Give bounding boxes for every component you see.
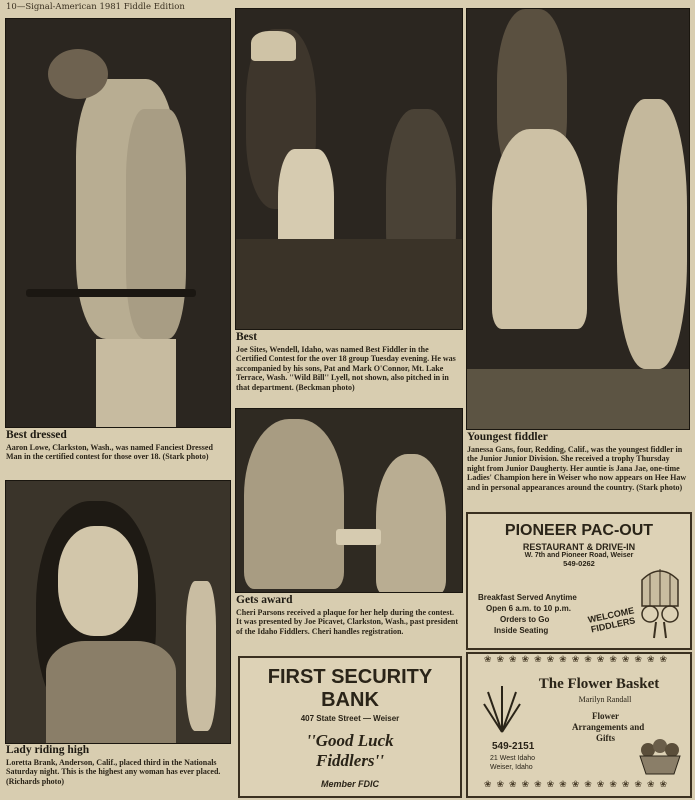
pioneer-welcome: WELCOME FIDDLERS xyxy=(586,605,637,635)
bank-address: 407 State Street — Weiser xyxy=(300,714,400,723)
caption-lady-riding-high xyxy=(6,746,228,786)
caption-gets-award xyxy=(236,596,460,636)
caption-best-dressed xyxy=(6,431,228,462)
photo-best-dressed xyxy=(5,18,231,428)
ad-flower-basket xyxy=(466,652,692,798)
photo-best xyxy=(235,8,463,330)
pioneer-line4: Inside Seating xyxy=(494,626,549,635)
flower-address-line2: Weiser, Idaho xyxy=(490,764,533,771)
caption-headline: Lady riding high xyxy=(6,744,90,756)
ad-first-security-bank xyxy=(238,656,462,798)
caption-headline: Best xyxy=(236,331,258,343)
bank-name-line2: BANK xyxy=(321,689,379,711)
flower-desc-line1: Flower xyxy=(592,711,619,721)
caption-headline: Gets award xyxy=(236,594,293,606)
flower-address-line1: 21 West Idaho xyxy=(490,755,536,762)
wheat-illustration xyxy=(482,680,522,734)
bank-slogan-line2: Fiddlers'' xyxy=(315,751,384,770)
decorative-border-bottom: ❀❀❀❀❀❀❀❀❀❀❀❀❀❀❀ xyxy=(483,780,673,790)
flower-desc-line2: Arrangements and xyxy=(572,722,645,732)
photo-youngest-fiddler xyxy=(466,8,690,430)
photo-lady-riding-high xyxy=(5,480,231,744)
photo-gets-award xyxy=(235,408,463,593)
caption-body: Janessa Gans, four, Redding, Calif., was the youngest fiddler in the Junior Junior Division. She received a trophy Thursday night from Junior Daugherty. Her auntie is Jana Jae, one-time Ladies' Champion here in Weiser who now appears on Hee Haw and in personal appearances around the country. (Stark photo) xyxy=(467,444,687,492)
flower-shop-name: The Flower Basket xyxy=(538,676,660,692)
pioneer-line1: Breakfast Served Anytime xyxy=(478,593,577,602)
caption-body: Aaron Lowe, Clarkston, Wash., was named Fanciest Dressed Man in the certified contest for those over 18. (Stark photo) xyxy=(6,442,213,462)
pioneer-line2: Open 6 a.m. to 10 p.m. xyxy=(486,604,571,613)
pioneer-subtitle: RESTAURANT & DRIVE-IN xyxy=(522,542,636,552)
decorative-border-top: ❀❀❀❀❀❀❀❀❀❀❀❀❀❀❀ xyxy=(483,655,673,665)
pioneer-name: PIONEER PAC-OUT xyxy=(504,522,654,539)
bank-name-line1: FIRST SECURITY xyxy=(267,666,433,688)
page-header: 10—Signal-American 1981 Fiddle Edition xyxy=(6,2,185,12)
caption-headline: Youngest fiddler xyxy=(467,431,548,443)
caption-body: Joe Sites, Wendell, Idaho, was named Best Fiddler in the Certified Contest for the over 18 group Tuesday evening. He was accompanied by his sons, Pat and Mark O'Connor, Mt. Lake Terrace, Wash. ''Wild Bill'' Lyell, not shown, also pitched in in that department. (Beckman photo) xyxy=(236,344,456,392)
caption-body: Loretta Brank, Anderson, Calif., placed third in the Nationals Saturday night. This is the highest any woman has ever placed. (Richards photo) xyxy=(6,757,221,786)
pioneer-line3: Orders to Go xyxy=(500,615,550,624)
pioneer-address: W. 7th and Pioneer Road, Weiser xyxy=(524,552,634,559)
bank-member: Member FDIC xyxy=(320,779,379,789)
caption-body: Cheri Parsons received a plaque for her help during the contest. It was presented by Joe Picavet, Clarkston, Wash., past president of the Idaho Fiddlers. Cheri handles registration. xyxy=(236,607,459,636)
flower-phone: 549-2151 xyxy=(492,741,535,752)
wagon-illustration xyxy=(636,560,684,640)
flower-shop-owner: Marilyn Randall xyxy=(578,695,632,704)
pioneer-phone: 549-0262 xyxy=(563,559,595,568)
flower-desc-line3: Gifts xyxy=(596,733,615,743)
flower-basket-illustration xyxy=(636,738,684,776)
bank-slogan-line1: ''Good Luck xyxy=(306,731,394,750)
caption-best xyxy=(236,333,460,393)
caption-youngest-fiddler xyxy=(467,433,689,493)
ad-pioneer-pac-out xyxy=(466,512,692,650)
caption-headline: Best dressed xyxy=(6,429,67,441)
